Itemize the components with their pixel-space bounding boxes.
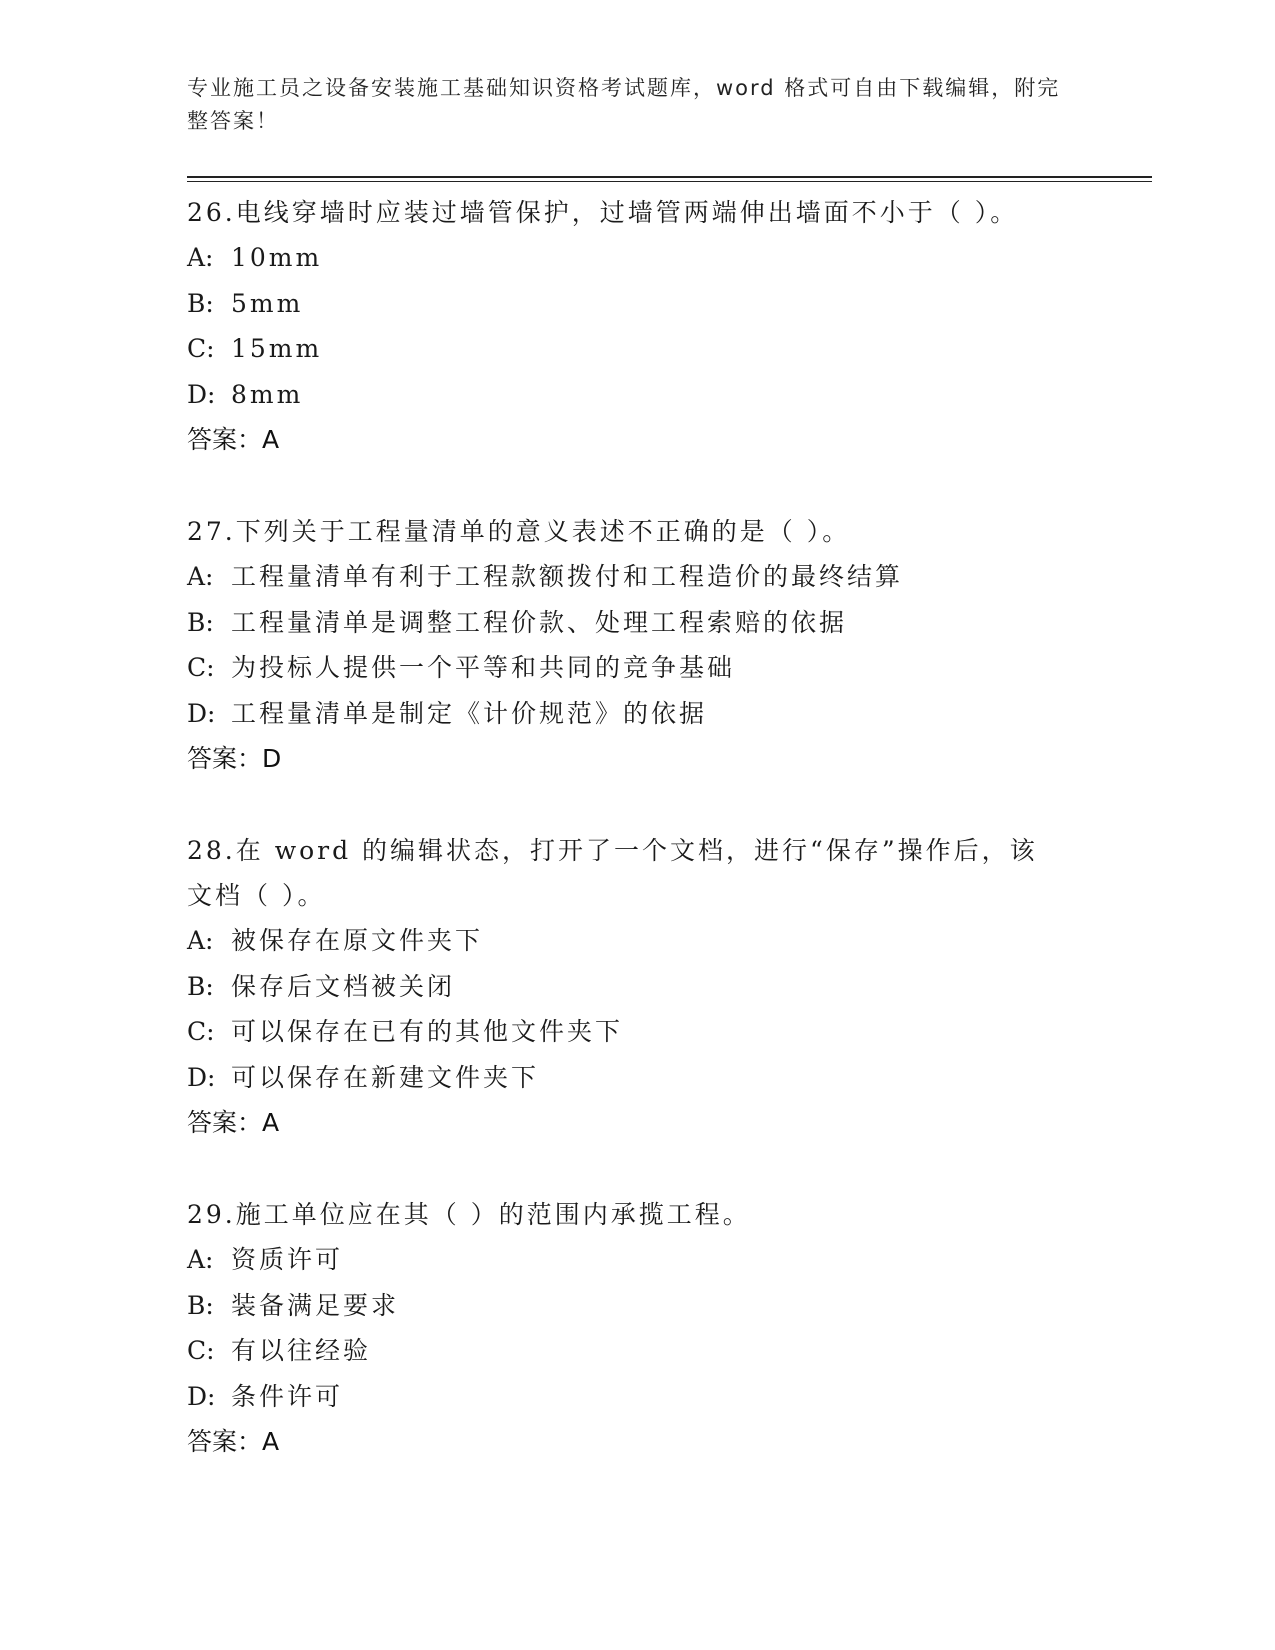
option-text: 15mm (231, 334, 323, 363)
option-letter: A: (187, 243, 214, 272)
option-text: 为投标人提供一个平等和共同的竞争基础 (231, 653, 736, 682)
option-text: 有以往经验 (231, 1336, 372, 1365)
document-header: 专业施工员之设备安装施工基础知识资格考试题库，word 格式可自由下载编辑，附完整答案！ (187, 76, 1061, 133)
option-b (187, 281, 1087, 327)
option-letter: A: (187, 562, 214, 591)
option-c (187, 326, 1087, 372)
option-letter: D: (187, 1381, 216, 1411)
option-d (187, 1055, 1087, 1101)
option-text: 10mm (231, 243, 323, 272)
answer-line: 答案：A (187, 1108, 280, 1137)
option-letter: D: (187, 379, 216, 409)
question-stem: 28.在 word 的编辑状态，打开了一个文档，进行“保存”操作后，该文档（ ）。 (187, 836, 1038, 910)
option-letter: B: (187, 607, 214, 637)
question-28 (187, 828, 1087, 1145)
option-a (187, 1237, 1087, 1283)
option-text: 资质许可 (231, 1245, 344, 1274)
option-a (187, 554, 1087, 600)
question-spacer (187, 462, 1087, 509)
option-d (187, 372, 1087, 418)
question-list (187, 190, 1087, 1464)
question-spacer (187, 781, 1087, 828)
option-text: 被保存在原文件夹下 (231, 926, 484, 955)
option-text: 工程量清单有利于工程款额拨付和工程造价的最终结算 (231, 562, 904, 591)
option-d (187, 691, 1087, 737)
header-divider-thin (187, 181, 1152, 182)
option-text: 可以保存在新建文件夹下 (231, 1062, 540, 1092)
option-text: 5mm (231, 288, 304, 318)
option-d (187, 1374, 1087, 1420)
option-letter: C: (187, 653, 215, 682)
option-text: 8mm (231, 379, 304, 409)
option-text: 条件许可 (231, 1381, 344, 1411)
answer-line: 答案：A (187, 425, 280, 454)
option-text: 工程量清单是调整工程价款、处理工程索赔的依据 (231, 607, 848, 637)
option-b (187, 964, 1087, 1010)
option-letter: C: (187, 334, 215, 363)
option-b (187, 600, 1087, 646)
question-26 (187, 190, 1087, 462)
question-29 (187, 1192, 1087, 1464)
answer-line: 答案：D (187, 744, 282, 773)
option-text: 可以保存在已有的其他文件夹下 (231, 1017, 624, 1046)
answer-line: 答案：A (187, 1427, 280, 1456)
question-27 (187, 509, 1087, 781)
option-letter: A: (187, 926, 214, 955)
option-b (187, 1283, 1087, 1329)
option-letter: C: (187, 1336, 215, 1365)
question-stem: 26.电线穿墙时应装过墙管保护，过墙管两端伸出墙面不小于（ ）。 (187, 198, 1019, 227)
option-letter: A: (187, 1245, 214, 1274)
question-spacer (187, 1145, 1087, 1192)
option-text: 工程量清单是制定《计价规范》的依据 (231, 698, 708, 728)
option-letter: B: (187, 1290, 214, 1320)
option-c (187, 1009, 1087, 1055)
option-letter: D: (187, 698, 216, 728)
question-stem: 29.施工单位应在其（ ）的范围内承揽工程。 (187, 1200, 751, 1229)
option-c (187, 1328, 1087, 1374)
question-stem: 27.下列关于工程量清单的意义表述不正确的是（ ）。 (187, 517, 851, 546)
option-c (187, 645, 1087, 691)
option-text: 保存后文档被关闭 (231, 971, 456, 1001)
option-a (187, 918, 1087, 964)
option-letter: C: (187, 1017, 215, 1046)
option-letter: B: (187, 971, 214, 1001)
option-text: 装备满足要求 (231, 1290, 400, 1320)
header-divider-thick (187, 176, 1152, 178)
option-a (187, 235, 1087, 281)
option-letter: B: (187, 288, 214, 318)
option-letter: D: (187, 1062, 216, 1092)
